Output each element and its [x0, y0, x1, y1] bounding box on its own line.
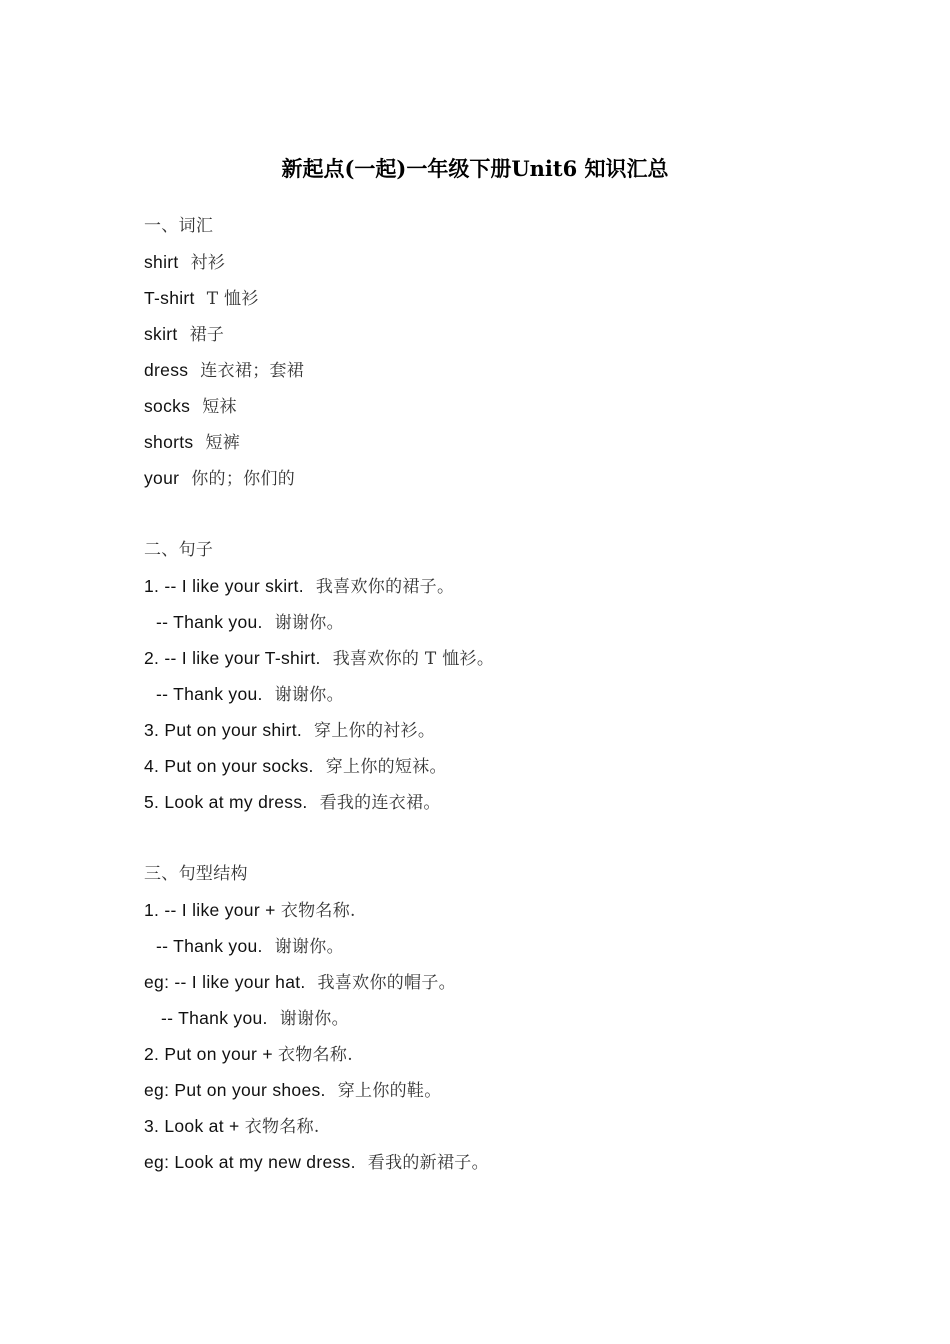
sentence-english: 2. -- I like your T-shirt.: [144, 648, 321, 668]
sentence-english: 3. Put on your shirt.: [144, 720, 303, 740]
vocab-english: dress: [144, 360, 189, 380]
sentence-english: -- Thank you.: [156, 684, 263, 704]
sentence-line: [144, 748, 844, 784]
vocab-chinese: 短袜: [202, 397, 237, 417]
pattern-english: -- Thank you.: [161, 1008, 268, 1028]
sentence-chinese: 我喜欢你的 T 恤衫。: [332, 649, 495, 669]
sentence-chinese: 我喜欢你的裙子。: [315, 577, 455, 597]
sentence-english: 5. Look at my dress.: [144, 792, 308, 812]
pattern-english: eg: Look at my new dress.: [144, 1152, 356, 1172]
sentence-chinese: 穿上你的衬衫。: [314, 721, 436, 741]
pattern-line: [144, 892, 844, 928]
vocab-english: shirt: [144, 252, 179, 272]
pattern-chinese: 衣物名称.: [278, 1045, 353, 1065]
sentence-chinese: 穿上你的短袜。: [325, 757, 447, 777]
vocab-chinese: 裙子: [189, 325, 225, 345]
sentence-line: [144, 568, 844, 604]
pattern-chinese: 衣物名称.: [280, 901, 356, 921]
vocab-english: T-shirt: [144, 288, 195, 308]
sentence-english: -- Thank you.: [156, 612, 263, 632]
pattern-line: [144, 1000, 844, 1036]
vocab-chinese: 你的；你们的: [191, 469, 296, 489]
section-spacer: [144, 496, 844, 532]
vocab-item: [144, 388, 844, 424]
vocab-chinese: 衬衫: [190, 253, 226, 273]
sentence-line: [144, 712, 844, 748]
section-heading-vocabulary: 一、词汇: [144, 216, 214, 236]
section-heading-patterns: 三、句型结构: [144, 864, 248, 884]
pattern-english: 2. Put on your +: [144, 1044, 278, 1064]
sentence-line: [144, 676, 844, 712]
sentence-chinese: 谢谢你。: [274, 685, 344, 705]
pattern-english: 3. Look at +: [144, 1116, 245, 1136]
pattern-chinese: 谢谢你。: [274, 937, 344, 957]
pattern-chinese: 谢谢你。: [279, 1009, 349, 1029]
pattern-chinese: 衣物名称.: [244, 1117, 320, 1137]
pattern-english: -- Thank you.: [156, 936, 263, 956]
sentence-english: 1. -- I like your skirt.: [144, 576, 304, 596]
vocab-english: socks: [144, 396, 191, 416]
pattern-english: eg: -- I like your hat.: [144, 972, 306, 992]
pattern-line: [144, 964, 844, 1000]
section-spacer: [144, 820, 844, 856]
vocab-chinese: 连衣裙；套裙: [200, 361, 305, 381]
pattern-line: [144, 1036, 844, 1072]
sentence-english: 4. Put on your socks.: [144, 756, 314, 776]
sentence-line: [144, 604, 844, 640]
vocab-english: skirt: [144, 324, 178, 344]
vocab-english: your: [144, 468, 180, 488]
pattern-line: [144, 1144, 844, 1180]
pattern-chinese: 穿上你的鞋。: [337, 1081, 442, 1101]
vocab-item: [144, 424, 844, 460]
vocab-chinese: 短裤: [205, 433, 241, 453]
sentence-chinese: 谢谢你。: [274, 613, 344, 633]
vocab-chinese: T 恤衫: [206, 289, 259, 309]
vocab-item: [144, 280, 844, 316]
sentence-chinese: 看我的连衣裙。: [319, 793, 441, 813]
vocab-item: [144, 244, 844, 280]
vocab-item: [144, 352, 844, 388]
pattern-line: [144, 928, 844, 964]
sentence-line: [144, 784, 844, 820]
vocab-item: [144, 460, 844, 496]
pattern-line: [144, 1108, 844, 1144]
pattern-english: eg: Put on your shoes.: [144, 1080, 326, 1100]
sentence-line: [144, 640, 844, 676]
section-heading-sentences: 二、句子: [144, 540, 214, 560]
pattern-english: 1. -- I like your +: [144, 900, 281, 920]
pattern-chinese: 我喜欢你的帽子。: [317, 973, 456, 993]
vocab-item: [144, 316, 844, 352]
document-title: 新起点(一起)一年级下册Unit6 知识汇总: [281, 156, 669, 181]
pattern-chinese: 看我的新裙子。: [367, 1153, 489, 1173]
vocab-english: shorts: [144, 432, 194, 452]
pattern-line: [144, 1072, 844, 1108]
document-body: [144, 208, 844, 1180]
